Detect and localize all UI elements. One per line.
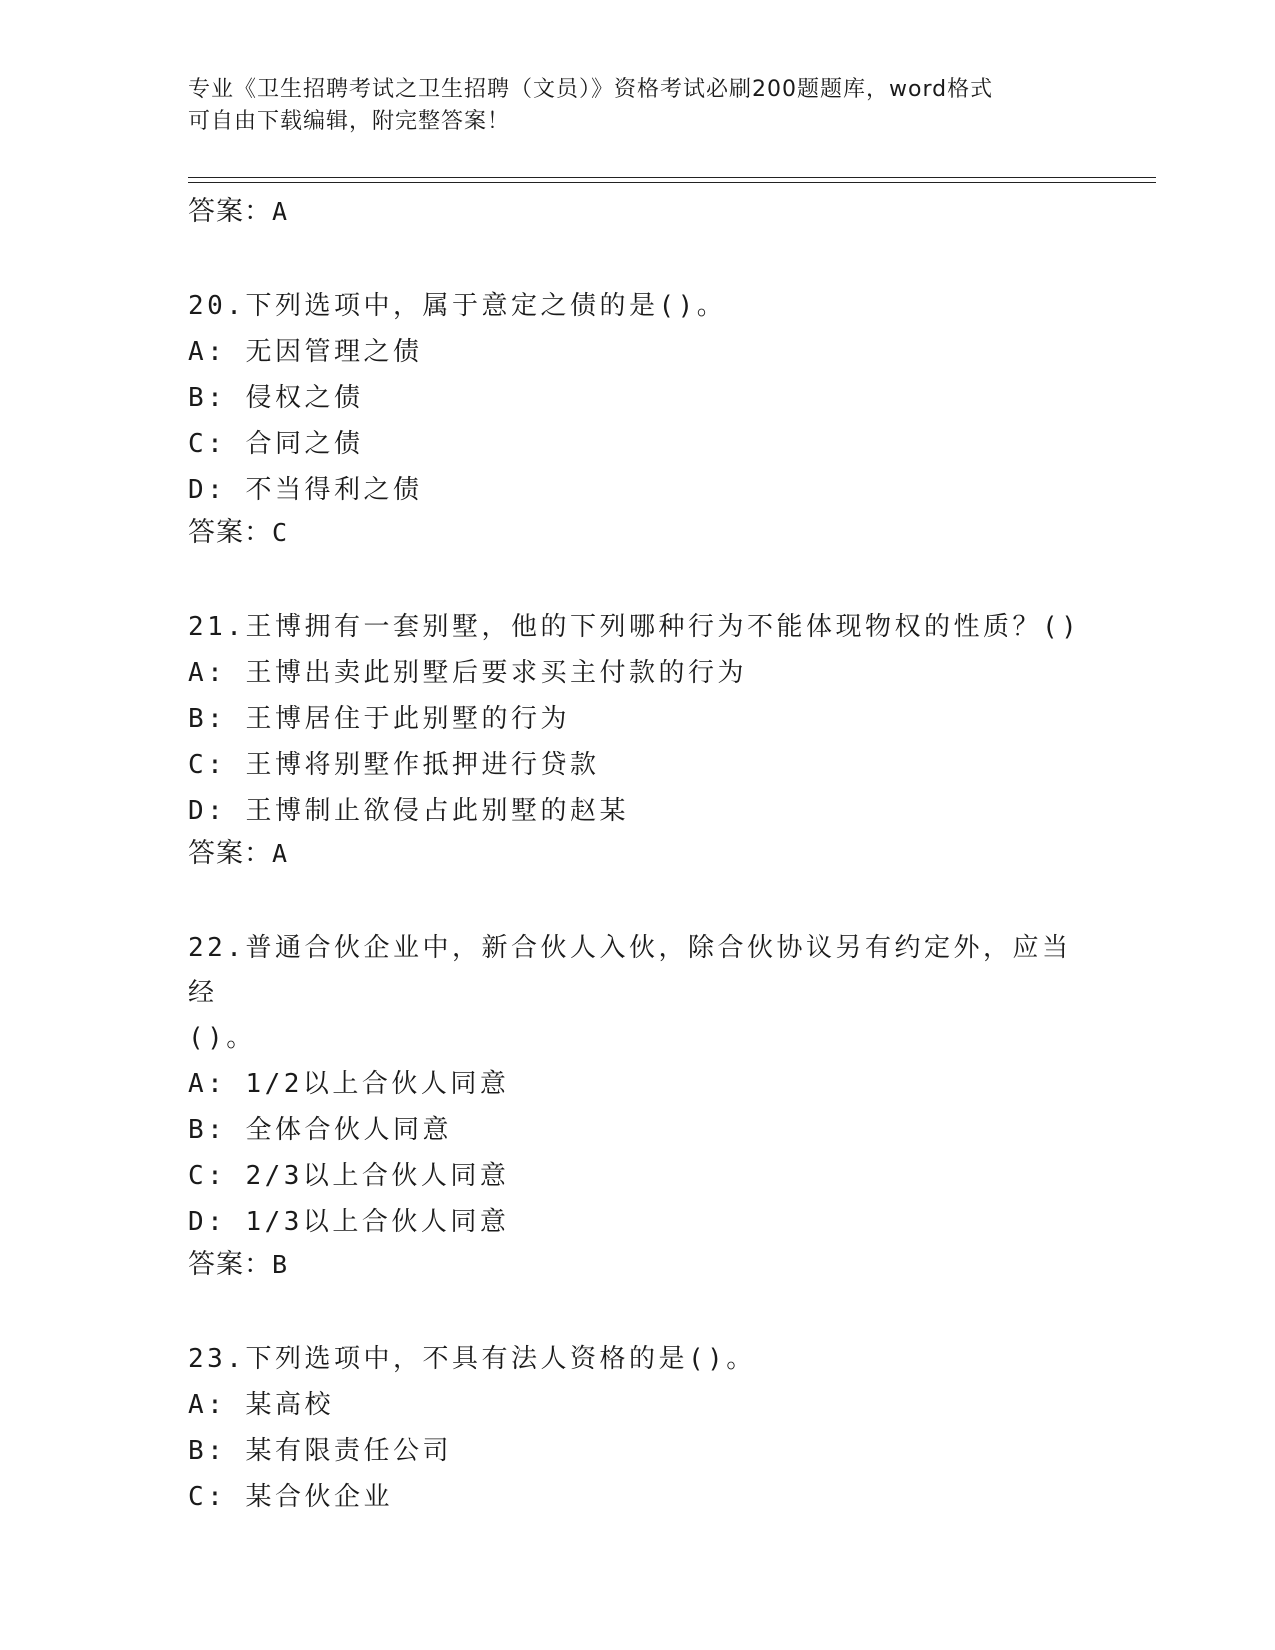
option-b: B: 王博居住于此别墅的行为 (188, 704, 570, 734)
answer-line (188, 513, 1088, 553)
option-a: A: 王博出卖此别墅后要求买主付款的行为 (188, 658, 747, 688)
option-c: C: 合同之债 (188, 429, 364, 459)
question-text-line-2: ()。 (188, 1023, 256, 1053)
document-header (188, 74, 1078, 138)
question-list (188, 192, 1088, 1520)
answer-value: A (272, 197, 289, 226)
option-d: D: 王博制止欲侵占此别墅的赵某 (188, 796, 629, 826)
question-text-line-1: 22.普通合伙企业中，新合伙人入伙，除合伙协议另有约定外，应当经 (188, 933, 1072, 1008)
option-d: D: 1/3以上合伙人同意 (188, 1207, 510, 1237)
option-a: A: 1/2以上合伙人同意 (188, 1069, 510, 1099)
option-d: D: 不当得利之债 (188, 475, 423, 505)
answer-value: C (272, 518, 289, 547)
option-b: B: 侵权之债 (188, 383, 364, 413)
answer-line (188, 192, 1088, 232)
header-rule-bottom (188, 182, 1156, 183)
question-block (188, 926, 1088, 1285)
answer-label: 答案： (188, 196, 272, 227)
answer-line (188, 1245, 1088, 1285)
option-c: C: 某合伙企业 (188, 1482, 393, 1512)
option-c: C: 2/3以上合伙人同意 (188, 1161, 510, 1191)
answer-label: 答案： (188, 838, 272, 869)
answer-value: A (272, 839, 289, 868)
question-block (188, 284, 1088, 553)
question-text: 21.王博拥有一套别墅，他的下列哪种行为不能体现物权的性质？() (188, 612, 1081, 642)
question-text: 23.下列选项中，不具有法人资格的是()。 (188, 1344, 756, 1374)
option-b: B: 全体合伙人同意 (188, 1115, 452, 1145)
answer-line (188, 834, 1088, 874)
question-block (188, 1337, 1088, 1520)
header-rule-top (188, 177, 1156, 178)
answer-label: 答案： (188, 517, 272, 548)
question-block (188, 605, 1088, 874)
question-text: 20.下列选项中，属于意定之债的是()。 (188, 291, 727, 321)
header-line-2: 可自由下载编辑，附完整答案！ (188, 109, 511, 134)
option-c: C: 王博将别墅作抵押进行贷款 (188, 750, 600, 780)
option-b: B: 某有限责任公司 (188, 1436, 452, 1466)
header-line-1: 专业《卫生招聘考试之卫生招聘（文员）》资格考试必刷200题题库，word格式 (188, 77, 994, 102)
answer-value: B (272, 1250, 289, 1279)
option-a: A: 某高校 (188, 1390, 334, 1420)
answer-label: 答案： (188, 1249, 272, 1280)
option-a: A: 无因管理之债 (188, 337, 423, 367)
